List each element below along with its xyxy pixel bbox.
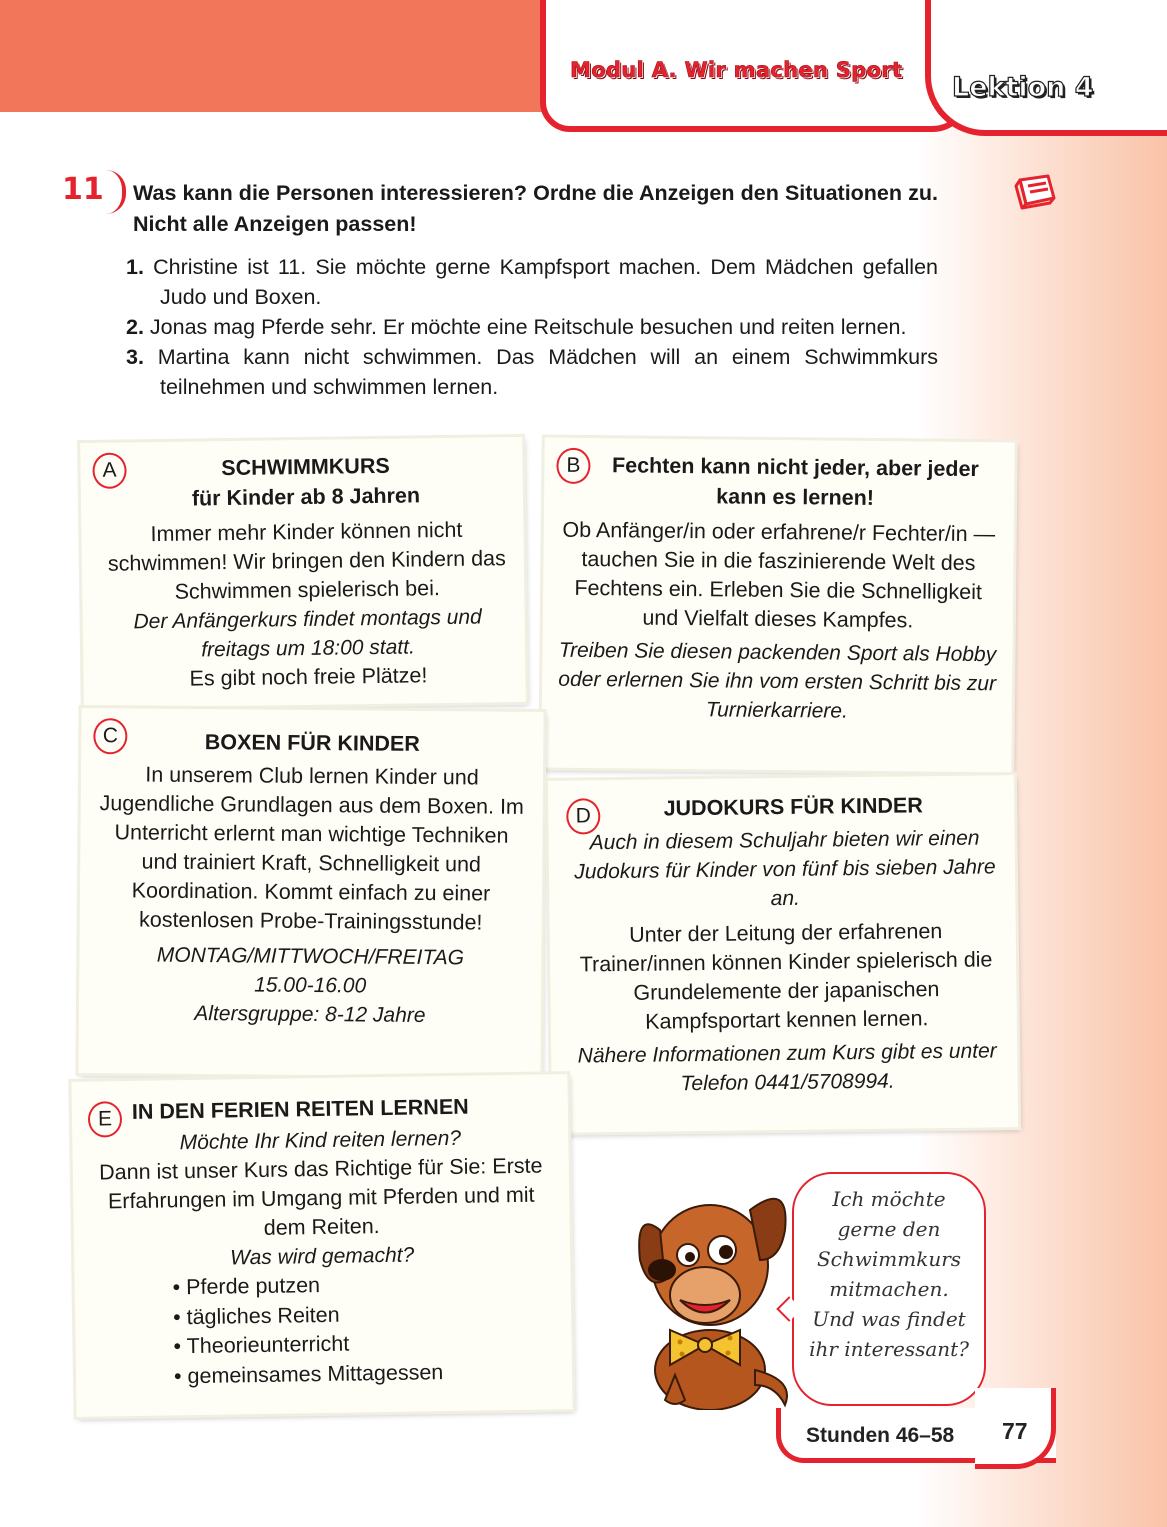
ad-contact: Nähere Informationen zum Kurs gibt es unter Telefon 0441/5708994.	[577, 1039, 997, 1096]
speech-bubble	[792, 1172, 986, 1406]
ad-body: In unserem Club lernen Kinder und Jugendliche Grundlagen aus dem Boxen. Im Unterricht erlernt man wichtige Techniken und trainiert Kraft, Schnelligkeit und Koordination. Kommt einfach zu einer kostenlosen Probe-Trainingsstunde!	[99, 762, 525, 935]
modul-title: Modul A. Wir machen Sport	[570, 58, 903, 82]
ad-title: IN DEN FERIEN REITEN LERNEN	[131, 1094, 469, 1124]
notebook-icon	[1010, 172, 1058, 212]
list-item: • gemeinsames Mittagessen	[174, 1356, 556, 1391]
ad-schedule: Der Anfängerkurs findet montags und freitags um 18:00 statt.	[133, 605, 482, 662]
speech-text: Ich möchte gerne den Schwimmkurs mitmachen. Und was findet ihr interessant?	[809, 1187, 969, 1361]
list-item	[126, 252, 938, 312]
exercise-instruction: Was kann die Personen interessieren? Ordne die Anzeigen den Situationen zu. Nicht alle Anzeigen passen!	[133, 181, 938, 236]
exercise-bracket	[106, 170, 126, 214]
ad-body: Immer mehr Kinder können nicht schwimmen! Wir bringen den Kindern das Schwimmen spielerisch bei.	[107, 517, 506, 604]
ad-a	[80, 437, 526, 708]
list-item: • Theorieunterricht	[173, 1326, 555, 1361]
ad-title: SCHWIMMKURS	[221, 453, 390, 481]
lektion-title: Lektion 4	[952, 72, 1094, 103]
ad-subheading: Was wird gemacht?	[229, 1243, 415, 1270]
ad-title: BOXEN FÜR KINDER	[204, 730, 420, 756]
ad-letter: C	[93, 718, 127, 754]
ad-letter: B	[556, 448, 590, 484]
header-band	[0, 0, 560, 112]
list-item	[126, 342, 938, 402]
ad-title: JUDOKURS FÜR KINDER	[663, 793, 923, 821]
ad-time: 15.00-16.00	[254, 973, 367, 998]
ad-title: Fechten kann nicht jeder, aber jeder kann es lernen!	[611, 453, 979, 510]
item-text: Christine ist 11. Sie möchte gerne Kampfsport machen. Dem Mädchen gefallen Judo und Boxen.	[153, 255, 938, 309]
list-item	[126, 312, 938, 342]
ad-body: Ob Anfänger/in oder erfahrene/r Fechter/in — tauchen Sie in die faszinierende Welt des Fechtens ein. Erleben Sie die Schnelligkeit und Vielfalt dieses Kampfes.	[562, 517, 996, 633]
ad-letter: A	[92, 452, 126, 488]
ad-b	[541, 438, 1014, 773]
item-text: Martina kann nicht schwimmen. Das Mädchen will an einem Schwimmkurs teilnehmen und schwimmen lernen.	[157, 345, 938, 399]
ad-c	[78, 708, 543, 1077]
page-number: 77	[1002, 1418, 1028, 1444]
ad-footer: Es gibt noch freie Plätze!	[189, 663, 428, 691]
ad-italic: Auch in diesem Schuljahr bieten wir einen Judokurs für Kinder von fünf bis sieben Jahre an.	[574, 826, 996, 911]
ad-e	[71, 1074, 572, 1417]
ad-letter: E	[88, 1101, 123, 1138]
ad-letter: D	[566, 798, 600, 834]
item-text: Jonas mag Pferde sehr. Er möchte eine Reitschule besuchen und reiten lernen.	[149, 315, 907, 339]
lektion-tab	[925, 0, 1167, 136]
lesson-range: Stunden 46–58	[806, 1424, 955, 1447]
ad-age: Altersgruppe: 8-12 Jahre	[194, 1001, 426, 1028]
item-number: 2.	[126, 315, 144, 339]
list-item: • Pferde putzen	[172, 1267, 554, 1302]
ad-d	[548, 775, 1018, 1133]
ad-question: Möchte Ihr Kind reiten lernen?	[179, 1126, 462, 1155]
item-number: 3.	[126, 345, 144, 369]
dog-illustration	[610, 1170, 800, 1410]
ad-days: MONTAG/MITTWOCH/FREITAG	[156, 943, 465, 970]
ad-italic: Treiben Sie diesen packenden Sport als Hobby oder erlernen Sie ihn vom ersten Schritt bis zur Turnierkarriere.	[558, 638, 997, 723]
list-item: • tägliches Reiten	[173, 1297, 555, 1332]
exercise-number: 11	[62, 172, 104, 207]
ad-body: Dann ist unser Kurs das Richtige für Sie: Erste Erfahrungen im Umgang mit Pferden und mit dem Reiten.	[98, 1153, 543, 1240]
ad-subtitle: für Kinder ab 8 Jahren	[191, 483, 421, 511]
situations-list	[126, 252, 938, 402]
item-number: 1.	[126, 255, 144, 279]
ad-activities	[90, 1267, 556, 1392]
ad-body: Unter der Leitung der erfahrenen Trainer/innen können Kinder spielerisch die Grundelemente der japanischen Kampfsportart kennen lernen.	[579, 919, 993, 1034]
